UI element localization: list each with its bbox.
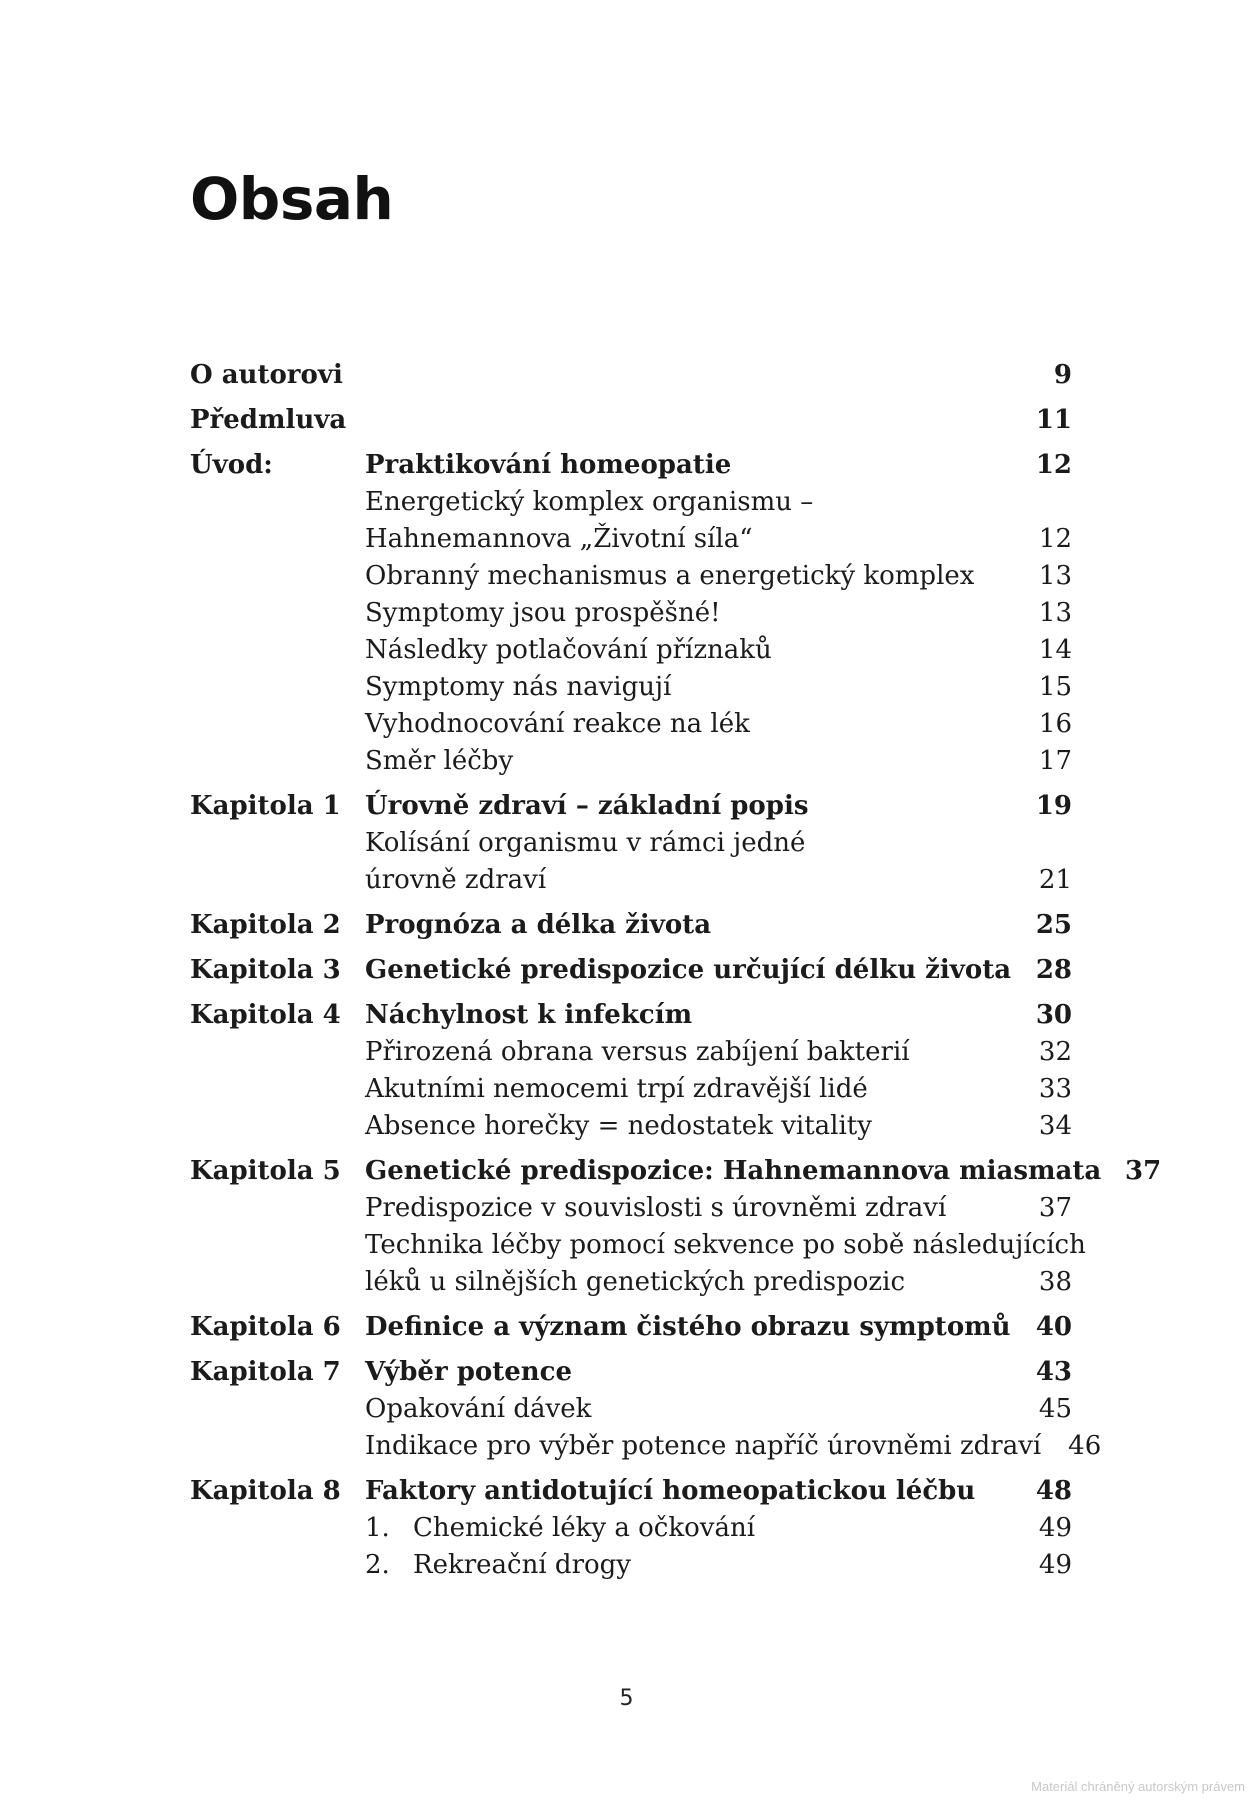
toc-page-number: 37	[1038, 1193, 1072, 1223]
toc-entry-title: Praktikování homeopatie	[365, 450, 732, 480]
toc-chapter-label: O autorovi	[190, 360, 343, 390]
toc-entry	[190, 447, 1072, 484]
toc-page-number: 12	[1038, 524, 1072, 554]
toc-entry	[190, 788, 1072, 825]
toc-entry	[190, 997, 1072, 1034]
toc-page-number: 34	[1038, 1111, 1072, 1141]
toc-entry	[190, 595, 1072, 632]
toc-entry-title: Výběr potence	[365, 1357, 573, 1387]
toc-entry	[190, 558, 1072, 595]
toc-entry-title: Faktory antidotující homeopatickou léčbu	[365, 1476, 976, 1506]
toc-entry	[190, 357, 1072, 394]
toc-entry	[190, 1034, 1072, 1071]
toc-page-number: 30	[1035, 1000, 1072, 1030]
toc-entry-title: Definice a význam čistého obrazu symptomů	[365, 1312, 1011, 1342]
toc-entry	[190, 862, 1072, 899]
toc-page-number: 45	[1038, 1394, 1072, 1424]
toc-page-number: 21	[1038, 865, 1072, 895]
toc-page-number: 49	[1038, 1550, 1072, 1580]
toc-entry-title: Energetický komplex organismu –	[365, 487, 814, 517]
toc-entry	[190, 706, 1072, 743]
toc-chapter-label: Předmluva	[190, 405, 347, 435]
toc-entry-title: Technika léčby pomocí sekvence po sobě následujících	[365, 1230, 1086, 1260]
toc-entry-title: Prognóza a délka života	[365, 910, 712, 940]
toc-entry-text: Rekreační drogy	[413, 1550, 631, 1580]
toc-entry	[190, 1510, 1072, 1547]
toc-chapter-label: Kapitola 8	[190, 1476, 341, 1506]
toc-section	[190, 1309, 1072, 1346]
toc-section	[190, 1153, 1162, 1301]
toc-section	[190, 402, 1072, 439]
table-of-contents	[190, 357, 1162, 1592]
toc-entry-title: Náchylnost k infekcím	[365, 1000, 693, 1030]
toc-section	[190, 447, 1072, 780]
copyright-watermark: Materiál chráněný autorským právem	[1031, 1779, 1245, 1794]
toc-page-number: 49	[1038, 1513, 1072, 1543]
toc-page-number: 32	[1038, 1037, 1072, 1067]
toc-chapter-label: Kapitola 7	[190, 1357, 341, 1387]
toc-page-number: 15	[1038, 672, 1072, 702]
toc-entry	[190, 1428, 1102, 1465]
toc-page-number: 25	[1035, 910, 1072, 940]
toc-entry-number: 2.	[365, 1550, 390, 1580]
toc-page-number: 40	[1035, 1312, 1072, 1342]
toc-entry	[190, 743, 1072, 780]
toc-entry-title: Symptomy jsou prospěšné!	[365, 598, 721, 628]
toc-entry-title: Přirozená obrana versus zabíjení bakterií	[365, 1037, 910, 1067]
toc-entry	[190, 521, 1072, 558]
toc-chapter-label: Kapitola 2	[190, 910, 341, 940]
toc-entry	[190, 402, 1072, 439]
toc-section	[190, 1354, 1102, 1465]
toc-entry-title: Obranný mechanismus a energetický komplex	[365, 561, 975, 591]
toc-chapter-label: Kapitola 5	[190, 1156, 341, 1186]
toc-page-number: 13	[1038, 561, 1072, 591]
toc-page-number: 14	[1038, 635, 1072, 665]
toc-entry	[190, 907, 1072, 944]
toc-page-number: 43	[1035, 1357, 1072, 1387]
toc-entry	[190, 484, 1072, 521]
toc-entry	[190, 669, 1072, 706]
toc-entry-title: Genetické predispozice určující délku života	[365, 955, 1012, 985]
toc-page-number: 17	[1038, 746, 1072, 776]
toc-page-number: 33	[1038, 1074, 1072, 1104]
toc-entry-title: Akutními nemocemi trpí zdravější lidé	[365, 1074, 868, 1104]
toc-entry	[190, 1153, 1162, 1190]
toc-entry	[190, 1309, 1072, 1346]
toc-entry-title: léků u silnějších genetických predispozic	[365, 1267, 906, 1297]
toc-entry	[190, 1391, 1072, 1428]
toc-entry-number: 1.	[365, 1513, 390, 1543]
toc-entry-title: Opakování dávek	[365, 1394, 592, 1424]
toc-entry	[190, 1473, 1072, 1510]
toc-page-number: 12	[1035, 450, 1072, 480]
toc-entry-title: Směr léčby	[365, 746, 514, 776]
toc-entry	[190, 825, 1072, 862]
toc-entry-title: Kolísání organismu v rámci jedné	[365, 828, 806, 858]
toc-page-number: 46	[1068, 1431, 1102, 1461]
toc-entry-title: Úrovně zdraví – základní popis	[365, 791, 809, 821]
toc-section	[190, 788, 1072, 899]
toc-entry	[190, 1547, 1072, 1584]
toc-entry	[190, 1264, 1072, 1301]
toc-entry-title: Genetické predispozice: Hahnemannova miasmata	[365, 1156, 1102, 1186]
toc-entry-title: úrovně zdraví	[365, 865, 547, 895]
toc-section	[190, 952, 1072, 989]
toc-page-number: 11	[1035, 405, 1072, 435]
toc-page-number: 48	[1035, 1476, 1072, 1506]
page-number: 5	[619, 1686, 634, 1711]
toc-entry-title: Absence horečky = nedostatek vitality	[365, 1111, 872, 1141]
toc-entry-title	[365, 1510, 1012, 1547]
toc-entry-title: Následky potlačování příznaků	[365, 635, 772, 665]
toc-entry-title: Symptomy nás navigují	[365, 672, 672, 702]
toc-entry	[190, 1071, 1072, 1108]
toc-section	[190, 357, 1072, 394]
toc-page-number: 37	[1125, 1156, 1162, 1186]
toc-entry-text: Chemické léky a očkování	[413, 1513, 756, 1543]
toc-entry-title: Vyhodnocování reakce na lék	[365, 709, 750, 739]
toc-page-number: 19	[1035, 791, 1072, 821]
page-title: Obsah	[190, 165, 394, 233]
toc-entry	[190, 1227, 1086, 1264]
toc-page-number: 9	[1053, 360, 1072, 390]
toc-entry	[190, 1108, 1072, 1145]
toc-page-number: 16	[1038, 709, 1072, 739]
toc-page-number: 38	[1038, 1267, 1072, 1297]
toc-chapter-label: Úvod:	[190, 450, 273, 480]
toc-chapter-label: Kapitola 6	[190, 1312, 341, 1342]
toc-chapter-label: Kapitola 4	[190, 1000, 341, 1030]
toc-chapter-label: Kapitola 1	[190, 791, 341, 821]
toc-page-number: 13	[1038, 598, 1072, 628]
toc-section	[190, 1473, 1072, 1584]
toc-entry	[190, 1354, 1072, 1391]
toc-entry-title: Predispozice v souvislosti s úrovněmi zdraví	[365, 1193, 947, 1223]
toc-entry	[190, 632, 1072, 669]
toc-entry-title: Hahnemannova „Životní síla“	[365, 524, 753, 554]
toc-section	[190, 997, 1072, 1145]
toc-page-number: 28	[1035, 955, 1072, 985]
toc-entry-title: Indikace pro výběr potence napříč úrovněmi zdraví	[365, 1431, 1042, 1461]
toc-section	[190, 907, 1072, 944]
toc-entry	[190, 1190, 1072, 1227]
toc-entry-title	[365, 1547, 1012, 1584]
toc-chapter-label: Kapitola 3	[190, 955, 341, 985]
toc-entry	[190, 952, 1072, 989]
